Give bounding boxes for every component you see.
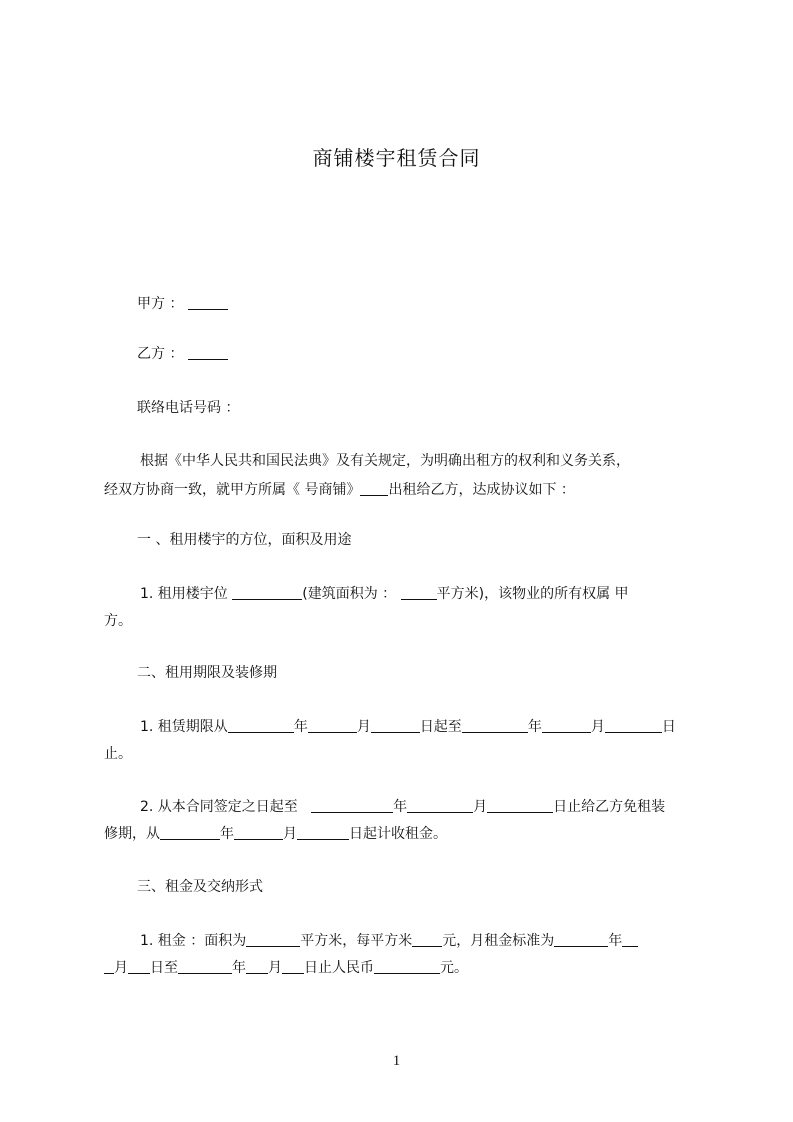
section-2-heading: 二、租用期限及装修期 [137,665,277,681]
blank [228,716,294,733]
clause-3-1-line-2 [104,954,704,982]
blank [605,716,662,733]
blank [412,930,442,947]
party-b-blank [188,343,228,360]
blank [374,957,440,974]
clause-text: 1. 租金 ：面积为 [140,933,247,949]
clause-text: 年 [608,933,623,949]
clause-text: 元，月租金标准为 [442,933,555,949]
blank [104,957,114,974]
blank [232,583,302,600]
clause-text: 日至 [150,960,178,976]
blank [160,823,220,840]
blank [246,930,300,947]
party-b-label: 乙方 ： [137,346,184,362]
blank [371,716,420,733]
clause-text: 日止人民币 [304,960,374,976]
clause-text: 月 [114,960,128,976]
blank [407,796,473,813]
party-b-line [137,340,737,368]
clause-text: 修期，从 [104,826,160,842]
clause-text: 2. 从本合同签定之日起至 [140,799,298,815]
phone-label: 联络电话号码 ： [137,400,240,416]
clause-text: 日起至 [419,719,462,735]
clause-text: 元。 [440,960,468,976]
intro-text-1: 根据《中华人民共和国民法典》及有关规定，为明确出租方的权利和义务关系， [140,453,630,469]
clause-text: 月 [473,799,488,815]
clause-text: 日 [661,719,676,735]
clause-1-1-line-2: 方。 [104,613,132,629]
blank [234,823,283,840]
clause-text: 月 [590,719,605,735]
clause-text: 平方米，每平方米 [300,933,413,949]
blank [297,823,349,840]
clause-text: 年 [220,826,234,842]
party-a-blank [188,293,228,310]
clause-text: 1. 租用楼宇位 [140,586,228,602]
blank [487,796,553,813]
clause-text: 年 [293,719,308,735]
blank [554,930,608,947]
clause-text: 平方米)，该物业的所有权属 甲 [436,586,629,602]
clause-text: 日止给乙方免租装 [553,799,666,815]
blank [246,957,268,974]
blank [308,716,357,733]
blank [178,957,232,974]
clause-text: 月 [268,960,282,976]
blank [401,583,437,600]
blank [542,716,591,733]
clause-text: 1. 租赁期限从 [140,719,228,735]
clause-text: 年 [527,719,542,735]
section-3-heading: 三、租金及交纳形式 [137,879,263,895]
page-title: 商铺楼宇租赁合同 [312,146,481,170]
intro-line-1 [140,447,740,475]
blank [462,716,528,733]
blank [622,930,638,947]
clause-2-2-line-1 [140,793,740,821]
clause-1-1-line-1 [140,580,740,608]
clause-3-1-line-1 [140,927,740,955]
blank [282,957,304,974]
party-a-label: 甲方 ： [137,296,184,312]
blank [128,957,150,974]
phone-line [137,394,737,422]
blank [360,479,388,496]
blank [311,796,393,813]
party-a-line [137,290,737,318]
intro-text-2b: 出租给乙方，达成协议如下 ： [388,482,575,498]
page-number: 1 [392,1053,401,1069]
intro-text-2a: 经双方协商一致，就甲方所属《 号商铺》 [104,482,361,498]
clause-text: 年 [393,799,408,815]
clause-text: (建筑面积为 ： [302,586,397,602]
clause-2-2-line-2 [104,820,704,848]
intro-line-2 [104,476,704,504]
clause-2-1-line-1 [140,713,740,741]
clause-text: 日起计收租金。 [349,826,447,842]
clause-2-1-line-2: 止。 [104,746,132,762]
clause-text: 年 [232,960,246,976]
section-1-heading: 一 、租用楼宇的方位，面积及用途 [137,532,352,548]
clause-text: 月 [356,719,371,735]
clause-text: 月 [283,826,297,842]
